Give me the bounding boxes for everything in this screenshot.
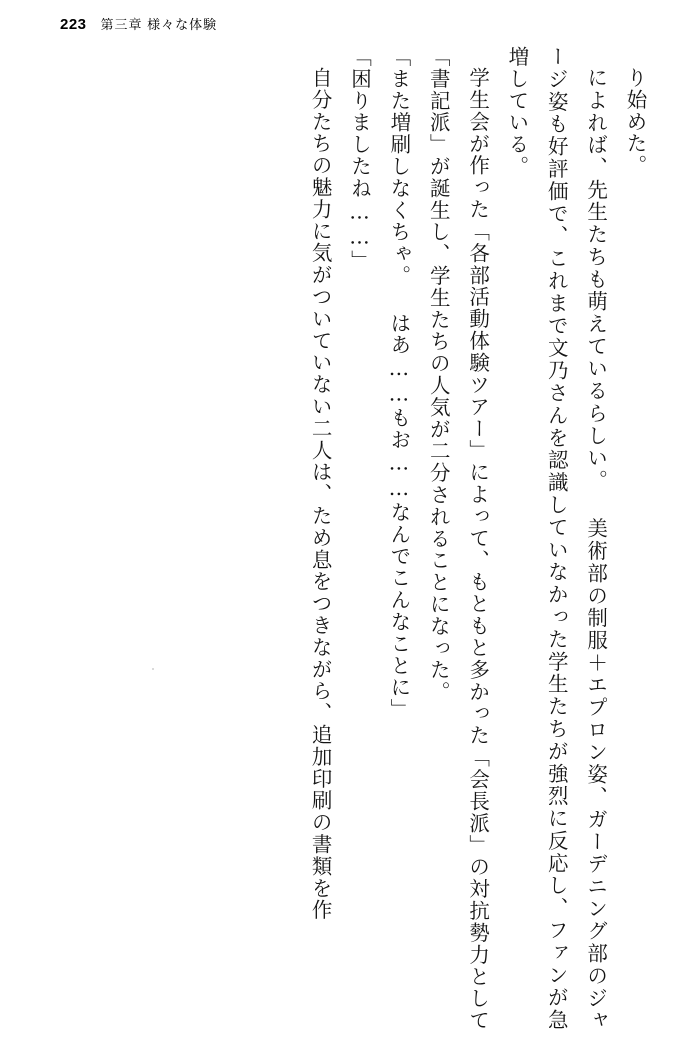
page-body-text — [64, 46, 654, 1031]
running-head — [60, 14, 217, 33]
page-number: 223 — [60, 16, 87, 33]
dialogue-line: 「また増刷しなくちゃ。 はあ……もお……なんでこんなことに」 — [386, 46, 411, 721]
chapter-title: 第三章 様々な体験 — [100, 17, 218, 32]
paragraph: 自分たちの魅力に気がついていない二人は、ため息をつきながら、追加印刷の書類を作 — [308, 66, 333, 921]
dialogue-line: 「困りましたね……」 — [347, 46, 372, 272]
paragraph: によれば、先生たちも萌えているらしい。 美術部の制服＋エプロン姿、ガーデニング部のジャージ姿も好評価で、これまで文乃さんを認識していなかった学生たちが強烈に反応し、ファンが急増している。 — [504, 46, 608, 1031]
paragraph: り始めた。 — [623, 66, 647, 176]
paragraph: 学生会が作った「各部活動体験ツアー」によって、もともと多かった「会長派」の対抗勢力として「書記派」が誕生し、学生たちの人気が二分されることになった。 — [426, 46, 490, 1031]
page-speck — [152, 668, 154, 670]
